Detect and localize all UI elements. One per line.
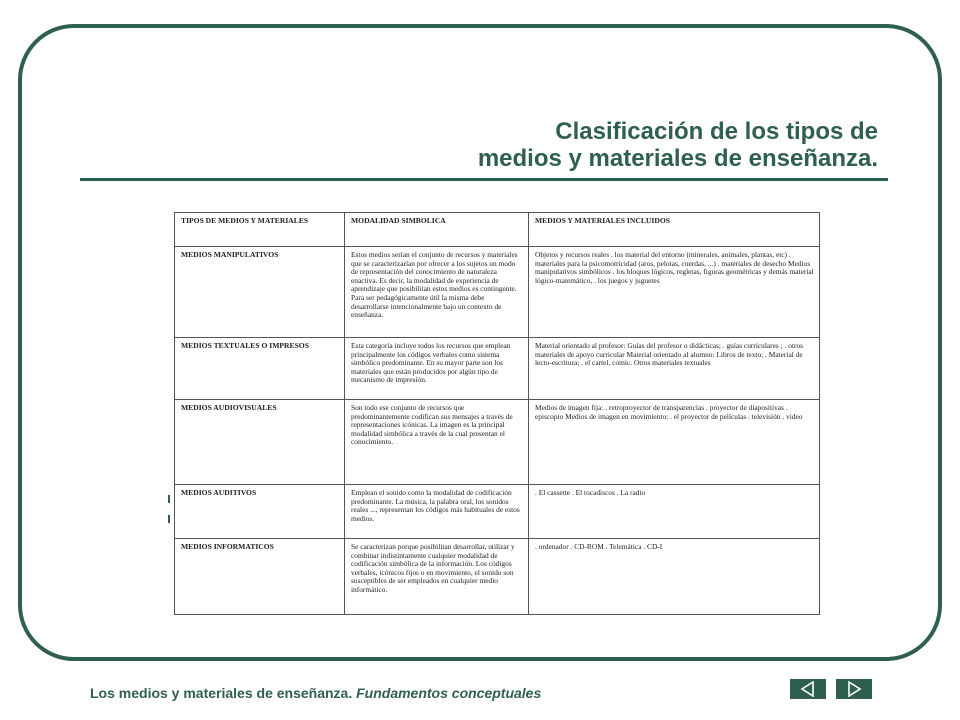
cell-modalidad: Esta categoría incluye todos los recursos que emplean principalmente los códigos verbales como sistema simbólico predominante. En su mayor parte son los materiales que están producidos por algún tipo de mecanismo de impresión. <box>345 338 529 400</box>
title-line-2: medios y materiales de enseñanza. <box>477 145 878 172</box>
table-row <box>175 539 820 615</box>
table-header-row <box>175 213 820 247</box>
cell-incluidos: . ordenador . CD-ROM . Telemática . CD-I <box>529 539 820 615</box>
table-row <box>175 338 820 400</box>
footer-italic: Fundamentos conceptuales <box>356 685 542 701</box>
table-row <box>175 400 820 485</box>
cell-type: MEDIOS AUDITIVOS <box>175 485 345 539</box>
media-classification-table <box>174 212 820 615</box>
triangle-left-icon <box>799 681 817 697</box>
triangle-right-icon <box>845 681 863 697</box>
cell-incluidos: Objetos y recursos reales . los material del entorno (minerales, animales, plantas, etc) . materiales para la psicomotricidad (aros, pelotas, cuerdas, ...) . materiales de desecho Medios manipulativos simbólicos . los bloques lógicos, regletas, figuras geométricas y demás material lógico-matemático, . los juegos y juguetes <box>529 247 820 338</box>
header-tipos: TIPOS DE MEDIOS Y MATERIALES <box>175 213 345 247</box>
footer-caption <box>90 685 541 701</box>
cell-type: MEDIOS AUDIOVISUALES <box>175 400 345 485</box>
cell-incluidos: . El cassette . El tocadiscos . La radio <box>529 485 820 539</box>
cell-modalidad: Estos medios serían el conjunto de recursos y materiales que se caracterizarían por ofrecer a los sujetos un modo de representación del conocimiento de naturaleza enactiva. Es decir, la modalidad de experiencia de aprendizaje que posibilitan estos medios es contingente. Para ser pedagógicamente útil la misma debe desarrollarse intencionalmente bajo un contexto de enseñanza. <box>345 247 529 338</box>
cell-modalidad: Son todo ese conjunto de recursos que predominantemente codifican sus mensajes a través de representaciones icónicas. La imagen es la principal modalidad simbólica a través de la cual presentan el conocimiento. <box>345 400 529 485</box>
title-line-1: Clasificación de los tipos de <box>555 118 878 145</box>
header-modalidad: MODALIDAD SIMBOLICA <box>345 213 529 247</box>
table-row <box>175 485 820 539</box>
cell-type: MEDIOS MANIPULATIVOS <box>175 247 345 338</box>
cell-type: MEDIOS INFORMATICOS <box>175 539 345 615</box>
title-divider <box>80 178 888 181</box>
footer-text: Los medios y materiales de enseñanza. <box>90 685 357 701</box>
slide-title <box>478 118 878 172</box>
previous-slide-button[interactable] <box>790 679 826 699</box>
cell-incluidos: Material orientado al profesor: Guías del profesor o didácticas; . guías curriculares ; . otros materiales de apoyo curricular Material orientado al alumno: Libros de texto; . Material de lecto-escritura; . el cartel, comic. Otros materiales textuales <box>529 338 820 400</box>
cell-type: MEDIOS TEXTUALES O IMPRESOS <box>175 338 345 400</box>
table-row <box>175 247 820 338</box>
scanned-table-image <box>170 212 820 618</box>
cell-incluidos: Medios de imagen fija: . retroproyector de transparencias . proyector de diapositivas . episcopio Medios de imagen en movimiento: . el proyector de películas . televisión . video <box>529 400 820 485</box>
next-slide-button[interactable] <box>836 679 872 699</box>
cell-modalidad: Emplean el sonido como la modalidad de codificación predominante. La música, la palabra oral, los sonidos reales ..., representan los códigos más habituales de estos medios. <box>345 485 529 539</box>
header-incluidos: MEDIOS Y MATERIALES INCLUIDOS <box>529 213 820 247</box>
cell-modalidad: Se caracterizan porque posibilitan desarrollar, utilizar y combinar indistintamente cualquier modalidad de codificación simbólica de la información. Los códigos verbales, icónicos fijos o en movimiento, el sonido son susceptibles de ser empleados en cualquier medio informático. <box>345 539 529 615</box>
